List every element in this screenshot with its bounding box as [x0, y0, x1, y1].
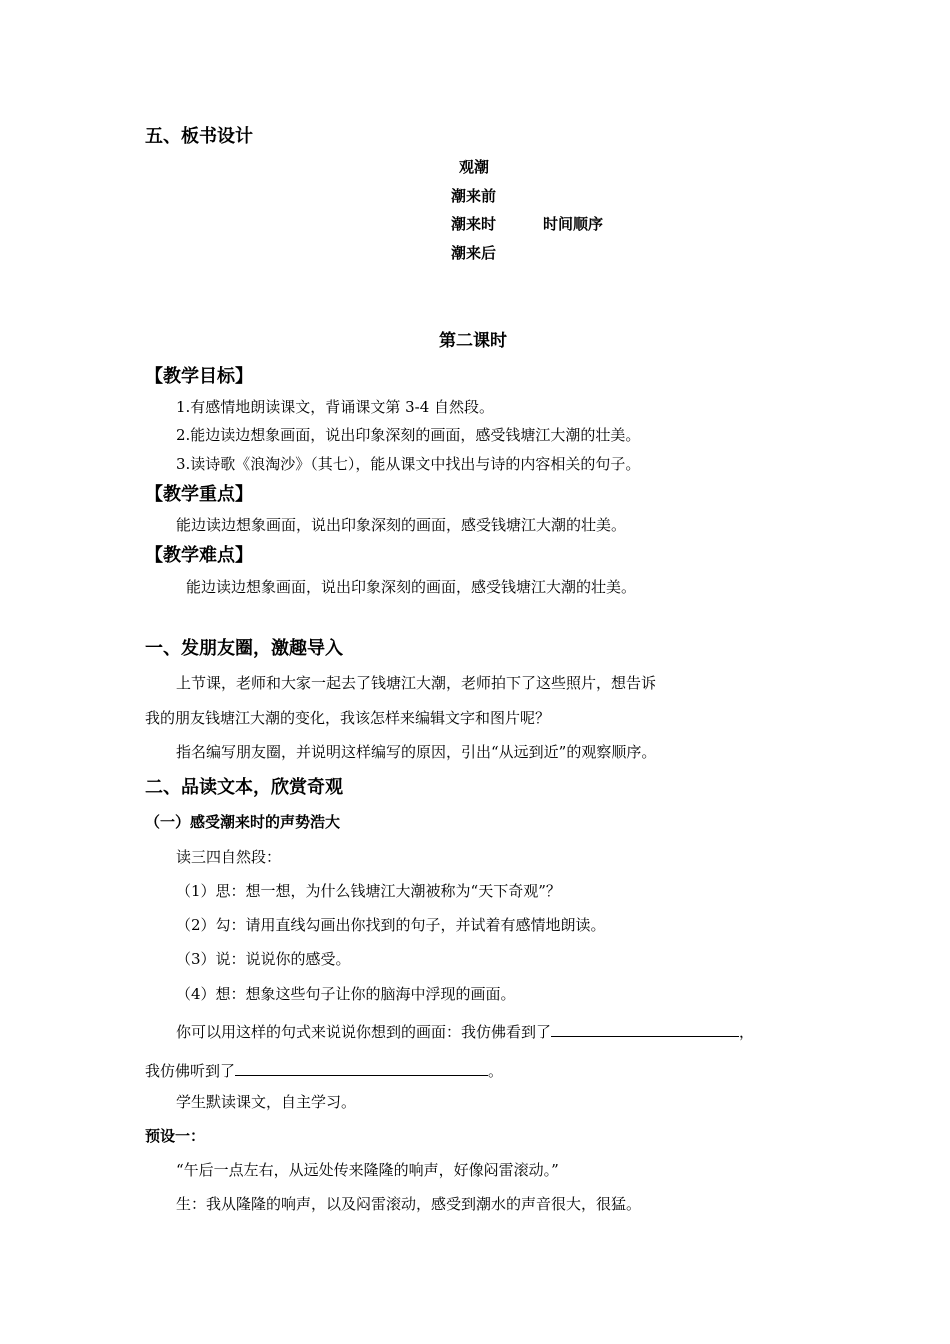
board-order-label: 时间顺序 — [543, 215, 604, 233]
sentence-pattern-text: 你可以用这样的句式来说说你想到的画面：我仿佛看到了 — [176, 1023, 552, 1041]
part2-heading: 二、品读文本，欣赏奇观 — [145, 777, 343, 798]
sentence-pattern-line — [145, 1060, 503, 1079]
objective-item: 3.读诗歌《浪淘沙》（其七），能从课文中找出与诗的内容相关的句子。 — [176, 455, 641, 473]
period: 。 — [488, 1062, 504, 1080]
step-item: （2）勾：请用直线勾画出你找到的句子，并试着有感情地朗读。 — [176, 916, 606, 934]
board-line-during: 潮来时 — [451, 215, 497, 233]
part1-paragraph-line: 我的朋友钱塘江大潮的变化，我该怎样来编辑文字和图片呢？ — [145, 709, 551, 727]
objective-item: 1.有感情地朗读课文，背诵课文第 3-4 自然段。 — [176, 398, 495, 416]
key-point-heading: 【教学重点】 — [145, 484, 253, 505]
difficulty-heading: 【教学难点】 — [145, 545, 253, 566]
lesson-title: 第二课时 — [439, 331, 507, 351]
board-line-before: 潮来前 — [451, 187, 497, 205]
fill-blank-hear — [235, 1060, 488, 1076]
part2-subheading: （一）感受潮来时的声势浩大 — [145, 813, 341, 831]
step-item: （4）想：想象这些句子让你的脑海中浮现的画面。 — [176, 985, 516, 1003]
board-line-after: 潮来后 — [451, 244, 497, 262]
part1-paragraph-2: 指名编写朋友圈，并说明这样编写的原因，引出“从远到近”的观察顺序。 — [176, 743, 657, 761]
part1-paragraph-line: 上节课，老师和大家一起去了钱塘江大潮，老师拍下了这些照片，想告诉 — [176, 674, 657, 692]
step-item: （3）说：说说你的感受。 — [176, 950, 351, 968]
comma: ， — [739, 1023, 755, 1041]
sentence-pattern-line — [176, 1021, 754, 1040]
board-title: 观潮 — [459, 158, 490, 176]
student-response: 生：我从隆隆的响声，以及闷雷滚动，感受到潮水的声音很大，很猛。 — [176, 1195, 642, 1213]
reading-instruction: 读三四自然段： — [176, 848, 282, 866]
quote-text: “午后一点左右，从远处传来隆隆的响声，好像闷雷滚动。” — [176, 1161, 559, 1179]
preset-heading: 预设一： — [145, 1127, 206, 1145]
fill-blank-see — [551, 1021, 739, 1037]
objectives-heading: 【教学目标】 — [145, 366, 253, 387]
difficulty-text: 能边读边想象画面，说出印象深刻的画面，感受钱塘江大潮的壮美。 — [186, 578, 637, 596]
section-heading-board-design: 五、板书设计 — [145, 126, 253, 147]
key-point-text: 能边读边想象画面，说出印象深刻的画面，感受钱塘江大潮的壮美。 — [176, 516, 627, 534]
sentence-pattern-text: 我仿佛听到了 — [145, 1062, 236, 1080]
part1-heading: 一、发朋友圈，激趣导入 — [145, 638, 343, 659]
self-study-text: 学生默读课文，自主学习。 — [176, 1093, 357, 1111]
step-item: （1）思：想一想，为什么钱塘江大潮被称为“天下奇观”？ — [176, 882, 561, 900]
objective-item: 2.能边读边想象画面，说出印象深刻的画面，感受钱塘江大潮的壮美。 — [176, 426, 641, 444]
